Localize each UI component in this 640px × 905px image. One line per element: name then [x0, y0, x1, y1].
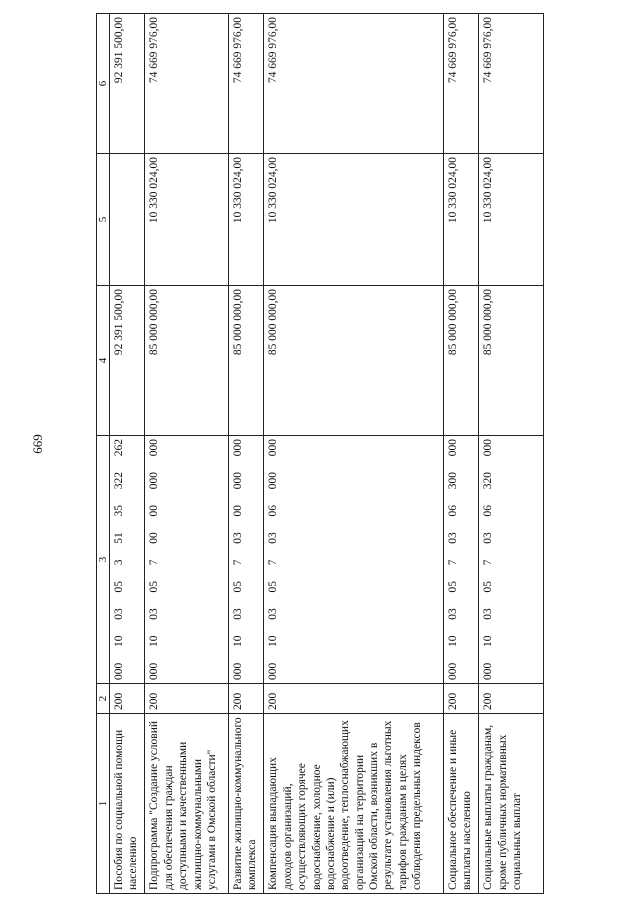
classification-code: [231, 439, 245, 680]
column-header: 4: [97, 286, 110, 436]
code-segment: 000: [231, 472, 244, 490]
row-amount-col6-cell: 92 391 500,00: [110, 14, 145, 154]
row-amount-col4-cell: 85 000 000,00: [479, 286, 544, 436]
code-segment: 03: [446, 608, 459, 620]
row-code-cell: 200: [228, 684, 263, 714]
code-segment: 03: [446, 532, 459, 544]
budget-table-container: [96, 14, 544, 894]
code-segment: 05: [482, 581, 495, 593]
code-segment: 000: [267, 439, 280, 457]
page-number: 669: [30, 434, 45, 454]
code-segment: 322: [113, 472, 125, 490]
classification-code: [481, 439, 495, 680]
code-segment: 03: [267, 532, 280, 544]
code-segment: 51: [113, 532, 125, 544]
row-amount-col5-cell: 10 330 024,00: [228, 154, 263, 286]
code-segment: 05: [231, 581, 244, 593]
row-amount-col5-cell: [110, 154, 145, 286]
code-segment: 06: [267, 505, 280, 517]
row-amount-col5-cell: 10 330 024,00: [145, 154, 228, 286]
code-segment: 03: [482, 608, 495, 620]
row-classification-code-cell: [264, 436, 443, 684]
code-segment: 10: [482, 635, 495, 647]
code-segment: 05: [267, 581, 280, 593]
code-segment: 7: [231, 559, 244, 566]
code-segment: 00: [148, 505, 161, 517]
column-header: 2: [97, 684, 110, 714]
code-segment: 3: [113, 559, 125, 566]
code-segment: 300: [446, 472, 459, 490]
code-segment: 10: [113, 635, 125, 647]
code-segment: 03: [231, 608, 244, 620]
code-segment: 7: [446, 559, 459, 566]
code-segment: 03: [267, 608, 280, 620]
table-row: [228, 14, 263, 894]
code-segment: 10: [231, 635, 244, 647]
code-segment: 05: [148, 581, 161, 593]
row-amount-col6-cell: 74 669 976,00: [479, 14, 544, 154]
code-segment: 10: [148, 635, 161, 647]
code-segment: 03: [482, 532, 495, 544]
code-segment: 000: [231, 662, 244, 680]
classification-code: [112, 439, 126, 680]
row-amount-col4-cell: 85 000 000,00: [264, 286, 443, 436]
code-segment: 03: [148, 608, 161, 620]
row-amount-col5-cell: 10 330 024,00: [264, 154, 443, 286]
row-name-cell: Социальные выплаты гражданам, кроме публичных нормативных социальных выплат: [479, 714, 544, 894]
code-segment: 000: [267, 662, 280, 680]
code-segment: 06: [482, 505, 495, 517]
row-amount-col6-cell: 74 669 976,00: [443, 14, 478, 154]
budget-table: [96, 13, 544, 894]
row-name-cell: Пособия по социальной помощи населению: [110, 714, 145, 894]
code-segment: 00: [148, 532, 161, 544]
code-segment: 000: [113, 662, 125, 680]
row-name-cell: Развитие жилищно-коммунального комплекса: [228, 714, 263, 894]
row-code-cell: 200: [110, 684, 145, 714]
code-segment: 000: [231, 439, 244, 457]
row-amount-col5-cell: 10 330 024,00: [443, 154, 478, 286]
row-code-cell: 200: [145, 684, 228, 714]
code-segment: 262: [113, 439, 125, 457]
row-amount-col4-cell: 92 391 500,00: [110, 286, 145, 436]
row-classification-code-cell: [110, 436, 145, 684]
code-segment: 000: [148, 472, 161, 490]
table-row: [110, 14, 145, 894]
code-segment: 000: [482, 439, 495, 457]
column-header: 5: [97, 154, 110, 286]
code-segment: 000: [446, 439, 459, 457]
table-row: [443, 14, 478, 894]
row-name-cell: Социальное обеспечение и иные выплаты населению: [443, 714, 478, 894]
classification-code: [446, 439, 460, 680]
row-amount-col6-cell: 74 669 976,00: [145, 14, 228, 154]
classification-code: [147, 439, 161, 680]
row-amount-col6-cell: 74 669 976,00: [228, 14, 263, 154]
column-header: 1: [97, 714, 110, 894]
table-row: [479, 14, 544, 894]
row-classification-code-cell: [443, 436, 478, 684]
row-classification-code-cell: [228, 436, 263, 684]
column-header: 6: [97, 14, 110, 154]
row-classification-code-cell: [479, 436, 544, 684]
row-code-cell: 200: [443, 684, 478, 714]
code-segment: 03: [231, 532, 244, 544]
code-segment: 00: [231, 505, 244, 517]
row-amount-col4-cell: 85 000 000,00: [145, 286, 228, 436]
code-segment: 7: [482, 559, 495, 566]
column-header: 3: [97, 436, 110, 684]
classification-code: [266, 439, 280, 680]
code-segment: 000: [148, 662, 161, 680]
row-name-cell: Компенсация выпадающих доходов организаций, осуществляющих горячее водоснабжение, холодное водоснабжение и (или) водоотведение, теплоснабжающих организаций на территории Омской области, возникших в результате установления льготных тарифов гражданам в целях соблюдения предельных индексов: [264, 714, 443, 894]
row-code-cell: 200: [479, 684, 544, 714]
row-code-cell: 200: [264, 684, 443, 714]
code-segment: 000: [482, 662, 495, 680]
row-amount-col5-cell: 10 330 024,00: [479, 154, 544, 286]
row-classification-code-cell: [145, 436, 228, 684]
code-segment: 000: [267, 472, 280, 490]
code-segment: 35: [113, 505, 125, 517]
code-segment: 10: [446, 635, 459, 647]
row-amount-col4-cell: 85 000 000,00: [228, 286, 263, 436]
code-segment: 7: [267, 559, 280, 566]
code-segment: 000: [148, 439, 161, 457]
header-row: [97, 14, 110, 894]
code-segment: 03: [113, 608, 125, 620]
code-segment: 06: [446, 505, 459, 517]
code-segment: 7: [148, 559, 161, 566]
code-segment: 05: [446, 581, 459, 593]
code-segment: 10: [267, 635, 280, 647]
row-amount-col4-cell: 85 000 000,00: [443, 286, 478, 436]
table-row: [145, 14, 228, 894]
code-segment: 320: [482, 472, 495, 490]
row-name-cell: Подпрограмма "Создание условий для обеспечения граждан доступными и качественными жилищно-коммунальными услугами в Омской области": [145, 714, 228, 894]
row-amount-col6-cell: 74 669 976,00: [264, 14, 443, 154]
table-row: [264, 14, 443, 894]
code-segment: 05: [113, 581, 125, 593]
code-segment: 000: [446, 662, 459, 680]
